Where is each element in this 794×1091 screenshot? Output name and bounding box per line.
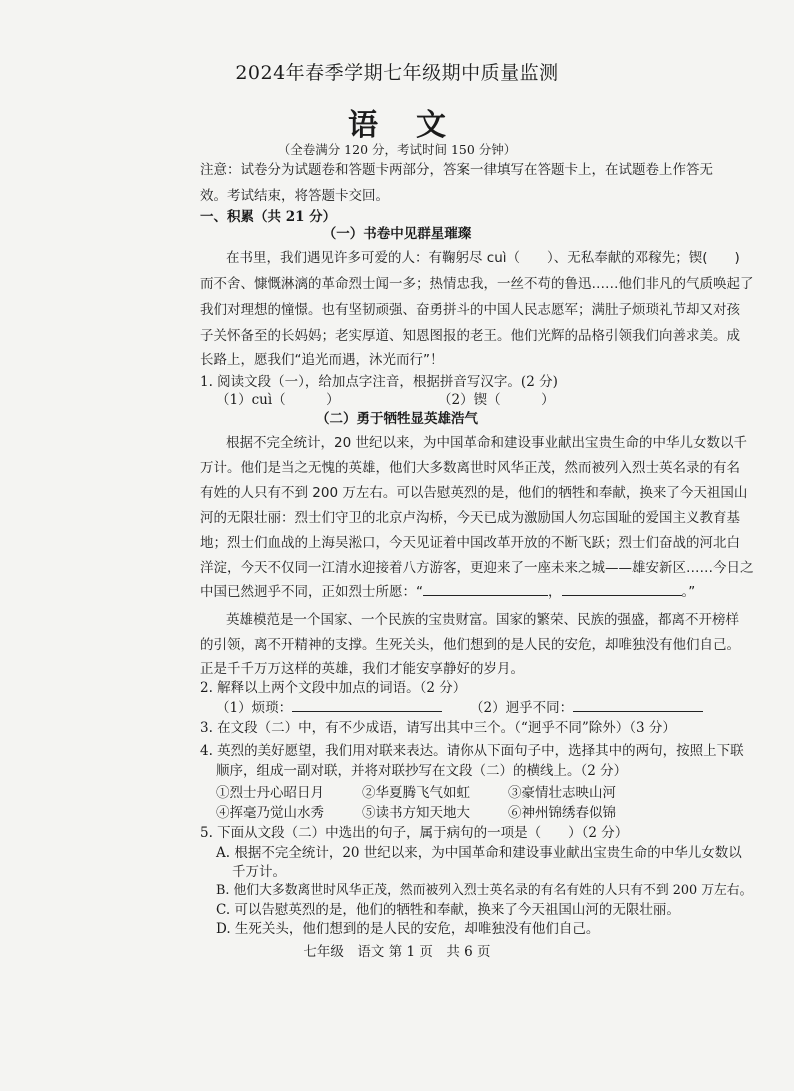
- passage2-line-5: 地；烈士们血战的上海吴淞口，今天见证着中国改革开放的不断飞跃；烈士们奋战的河北白: [200, 535, 740, 551]
- question-1-a: （1）cuì（ ）: [216, 392, 340, 408]
- question-2-b: [470, 696, 703, 716]
- question-4-options-row-2: [216, 801, 616, 821]
- passage2-line-2: 万计。他们是当之无愧的英雄，他们大多数离世时风华正茂，然而被列入烈士英名录的有名: [200, 460, 740, 476]
- option-3: ③豪情壮志映山河: [508, 785, 616, 801]
- question-5-option-a-1: A. 根据不完全统计，20 世纪以来，为中国革命和建设事业献出宝贵生命的中华儿女数以: [216, 845, 742, 861]
- notice-line-1: 注意：试卷分为试题卷和答题卡两部分，答案一律填写在答题卡上，在试题卷上作答无: [200, 162, 713, 178]
- answer-blank-2a[interactable]: [292, 697, 442, 712]
- question-2-a-label: （1）烦琐：: [216, 700, 293, 716]
- part2-heading: （二）勇于牺牲显英雄浩气: [316, 411, 478, 427]
- passage2-end-text: 中国已然迥乎不同，正如烈士所愿：“: [200, 584, 423, 600]
- passage1-line-5: 长路上，愿我们“追光而遇，沐光而行”！: [200, 352, 444, 368]
- question-2-a: [216, 696, 442, 716]
- passage3-line-1: 英雄模范是一个国家、一个民族的宝贵财富。国家的繁荣、民族的强盛，都离不开榜样: [226, 612, 739, 628]
- question-5-option-c: C. 可以告慰英烈的是，他们的牺牲和奉献，换来了今天祖国山河的无限壮丽。: [216, 902, 680, 918]
- answer-blank-2b[interactable]: [573, 697, 703, 712]
- question-1-b: （2）锲（ ）: [438, 392, 555, 408]
- couplet-blank-2[interactable]: [562, 581, 682, 596]
- passage1-line-3: 我们对理想的憧憬。也有坚韧顽强、奋勇拼斗的中国人民志愿军；满肚子烦琐礼节却又对孩: [200, 302, 740, 318]
- passage2-line-6: 洋淀，今天不仅同一江清水迎接着八方游客，更迎来了一座未来之城——雄安新区……今日之: [200, 560, 754, 576]
- exam-title: 2024年春季学期七年级期中质量监测: [235, 62, 559, 84]
- question-5: 5. 下面从文段（二）中选出的句子，属于病句的一项是（ ）（2 分）: [200, 825, 629, 841]
- section-heading: 一、积累（共 21 分）: [200, 209, 337, 225]
- passage2-line-7: 中国已然迥乎不同，正如烈士所愿：“ ， 。”: [200, 580, 695, 600]
- question-2: 2. 解释以上两个文段中加点的词语。（2 分）: [200, 680, 467, 696]
- couplet-blank-1[interactable]: [423, 581, 548, 596]
- option-5: ⑤读书方知天地大: [362, 805, 470, 821]
- question-3: 3. 在文段（二）中，有不少成语，请写出其中三个。（“迥乎不同”除外）（3 分）: [200, 720, 676, 736]
- question-5-option-b: B. 他们大多数离世时风华正茂，然而被列入烈士英名录的有名有姓的人只有不到 200 万左右。: [216, 883, 753, 898]
- question-1: 1. 阅读文段（一），给加点字注音，根据拼音写汉字。(2 分): [200, 374, 558, 390]
- exam-meta: （全卷满分 120 分，考试时间 150 分钟）: [277, 142, 517, 157]
- option-4: ④挥毫乃觉山水秀: [216, 805, 324, 821]
- option-6: ⑥神州锦绣春似锦: [508, 805, 616, 821]
- subject-title: 语文: [348, 108, 484, 143]
- passage1-line-2: 而不舍、慷慨淋漓的革命烈士闻一多；热情忠我，一丝不苟的鲁迅……他们非凡的气质唤起了: [200, 276, 754, 292]
- question-4-line-1: 4. 英烈的美好愿望，我们用对联来表达。请你从下面句子中，选择其中的两句，按照上下联: [200, 743, 744, 759]
- question-5-option-d: D. 生死关头，他们想到的是人民的安危，却唯独没有他们自己。: [216, 921, 600, 937]
- option-1: ①烈士丹心昭日月: [216, 785, 324, 801]
- passage2-close-text: 。”: [681, 584, 696, 600]
- part1-heading: （一）书卷中见群星璀璨: [322, 226, 472, 242]
- option-2: ②华夏腾飞气如虹: [362, 785, 470, 801]
- passage1-line-4: 子关怀备至的长妈妈；老实厚道、知恩图报的老王。他们光辉的品格引领我们向善求美。成: [200, 328, 740, 344]
- passage2-line-1: 根据不完全统计，20 世纪以来，为中国革命和建设事业献出宝贵生命的中华儿女数以千: [226, 435, 747, 451]
- question-4-line-2: 顺序，组成一副对联，并将对联抄写在文段（二）的横线上。（2 分）: [216, 763, 628, 779]
- passage2-line-3: 有姓的人只有不到 200 万左右。可以告慰英烈的是，他们的牺牲和奉献，换来了今天祖国山: [200, 485, 748, 501]
- passage2-line-4: 河的无限壮丽：烈士们守卫的北京卢沟桥，今天已成为激励国人勿忘国耻的爱国主义教育基: [200, 510, 740, 526]
- page-footer: 七年级 语文 第 1 页 共 6 页: [303, 944, 491, 960]
- passage1-line-1: 在书里，我们遇见许多可爱的人：有鞠躬尽 cuì（ ）、无私奉献的邓稼先；锲( ): [226, 250, 740, 266]
- passage3-line-3: 正是千千万万这样的英雄，我们才能安享静好的岁月。: [200, 661, 524, 677]
- question-4-options-row-1: [216, 781, 616, 801]
- question-2-b-label: （2）迥乎不同：: [470, 700, 574, 716]
- notice-line-2: 效。考试结束，将答题卡交回。: [200, 188, 389, 204]
- question-5-option-a-2: 千万计。: [232, 864, 286, 880]
- passage3-line-2: 的引领，离不开精神的支撑。生死关头，他们想到的是人民的安危，却唯独没有他们自己。: [200, 637, 740, 653]
